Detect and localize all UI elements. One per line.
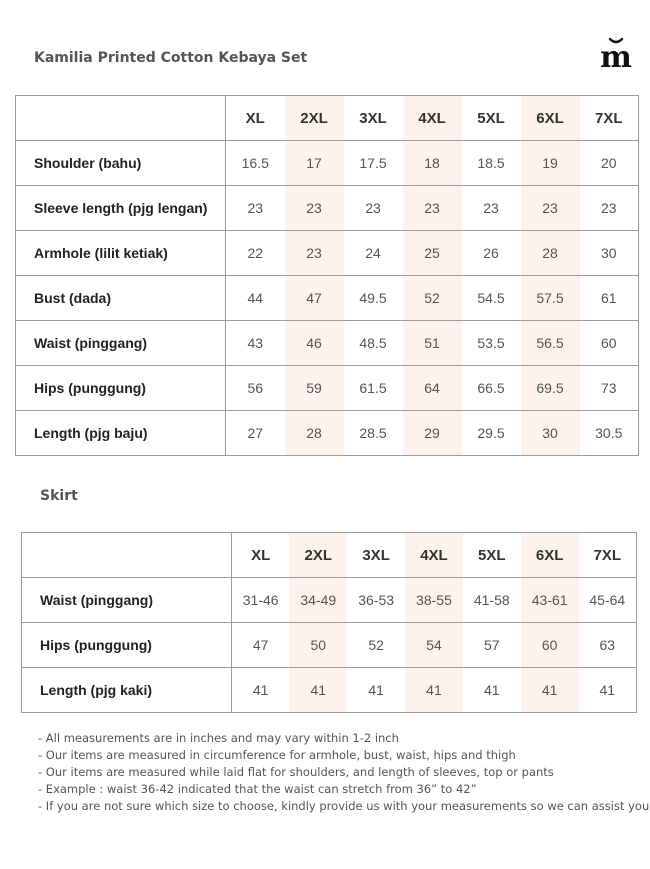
table-row <box>16 366 639 411</box>
measurement-cell: 30.5 <box>580 411 639 456</box>
skirt-size-table <box>21 532 637 713</box>
size-header-row <box>22 533 637 578</box>
measurement-cell: 23 <box>226 186 285 231</box>
row-label: Waist (pinggang) <box>16 321 226 366</box>
measurement-cell: 31-46 <box>232 578 290 623</box>
measurement-cell: 29 <box>403 411 462 456</box>
size-header-cell: 7XL <box>580 96 639 141</box>
table-row <box>22 668 637 713</box>
measurement-cell: 28.5 <box>344 411 403 456</box>
measurement-cell: 52 <box>403 276 462 321</box>
measurement-cell: 38-55 <box>405 578 463 623</box>
measurement-cell: 16.5 <box>226 141 285 186</box>
measurement-cell: 19 <box>521 141 580 186</box>
size-header-cell: 6XL <box>521 96 580 141</box>
size-header-cell: 2XL <box>285 96 344 141</box>
measurement-cell: 36-53 <box>347 578 405 623</box>
corner-cell <box>16 96 226 141</box>
size-header-cell: 3XL <box>344 96 403 141</box>
size-header-cell: 5XL <box>462 96 521 141</box>
table-row <box>16 276 639 321</box>
measurement-cell: 45-64 <box>579 578 637 623</box>
measurement-cell: 61.5 <box>344 366 403 411</box>
measurement-cell: 23 <box>462 186 521 231</box>
measurement-cell: 49.5 <box>344 276 403 321</box>
measurement-cell: 56 <box>226 366 285 411</box>
measurement-cell: 23 <box>285 231 344 276</box>
measurement-cell: 56.5 <box>521 321 580 366</box>
measurement-cell: 57 <box>463 623 521 668</box>
page-title: Kamilia Printed Cotton Kebaya Set <box>34 50 308 66</box>
measurement-cell: 27 <box>226 411 285 456</box>
row-label: Length (pjg baju) <box>16 411 226 456</box>
row-label: Waist (pinggang) <box>22 578 232 623</box>
row-label: Sleeve length (pjg lengan) <box>16 186 226 231</box>
measurement-cell: 54 <box>405 623 463 668</box>
measurement-cell: 64 <box>403 366 462 411</box>
note-line: - All measurements are in inches and may vary within 1-2 inch <box>38 731 399 745</box>
measurement-cell: 57.5 <box>521 276 580 321</box>
size-header-cell: 5XL <box>463 533 521 578</box>
measurement-cell: 41 <box>347 668 405 713</box>
row-label: Bust (dada) <box>16 276 226 321</box>
measurement-cell: 60 <box>580 321 639 366</box>
measurement-cell: 41-58 <box>463 578 521 623</box>
table-row <box>16 411 639 456</box>
measurement-cell: 61 <box>580 276 639 321</box>
measurement-cell: 48.5 <box>344 321 403 366</box>
size-header-cell: 6XL <box>521 533 579 578</box>
measurement-cell: 63 <box>579 623 637 668</box>
measurement-cell: 30 <box>580 231 639 276</box>
measurement-cell: 25 <box>403 231 462 276</box>
row-label: Shoulder (bahu) <box>16 141 226 186</box>
measurement-cell: 44 <box>226 276 285 321</box>
measurement-cell: 23 <box>344 186 403 231</box>
measurement-cell: 17 <box>285 141 344 186</box>
measurement-cell: 23 <box>580 186 639 231</box>
measurement-cell: 41 <box>521 668 579 713</box>
measurement-cell: 73 <box>580 366 639 411</box>
measurement-cell: 18 <box>403 141 462 186</box>
measurement-cell: 29.5 <box>462 411 521 456</box>
measurement-cell: 41 <box>405 668 463 713</box>
measurement-cell: 43 <box>226 321 285 366</box>
measurement-cell: 23 <box>403 186 462 231</box>
measurement-cell: 34-49 <box>289 578 347 623</box>
corner-cell <box>22 533 232 578</box>
size-header-cell: 3XL <box>347 533 405 578</box>
measurement-cell: 24 <box>344 231 403 276</box>
table-row <box>22 623 637 668</box>
row-label: Length (pjg kaki) <box>22 668 232 713</box>
measurement-cell: 23 <box>285 186 344 231</box>
measurement-cell: 59 <box>285 366 344 411</box>
measurement-cell: 50 <box>289 623 347 668</box>
measurement-cell: 23 <box>521 186 580 231</box>
size-header-cell: 7XL <box>579 533 637 578</box>
measurement-cell: 43-61 <box>521 578 579 623</box>
note-line: - Example : waist 36-42 indicated that the waist can stretch from 36” to 42” <box>38 782 477 796</box>
row-label: Hips (punggung) <box>22 623 232 668</box>
notes <box>38 730 649 815</box>
measurement-cell: 28 <box>521 231 580 276</box>
measurement-cell: 53.5 <box>462 321 521 366</box>
measurement-cell: 46 <box>285 321 344 366</box>
measurement-cell: 41 <box>579 668 637 713</box>
size-header-cell: 4XL <box>405 533 463 578</box>
measurement-cell: 26 <box>462 231 521 276</box>
measurement-cell: 54.5 <box>462 276 521 321</box>
note-line: - If you are not sure which size to choose, kindly provide us with your measurements so we can assist you <box>38 799 650 813</box>
measurement-cell: 47 <box>285 276 344 321</box>
size-header-row <box>16 96 639 141</box>
brand-logo <box>598 36 634 70</box>
size-header-cell: 4XL <box>403 96 462 141</box>
table-row <box>16 186 639 231</box>
skirt-section-label: Skirt <box>40 488 78 504</box>
measurement-cell: 47 <box>232 623 290 668</box>
table-row <box>22 578 637 623</box>
measurement-cell: 41 <box>289 668 347 713</box>
row-label: Hips (punggung) <box>16 366 226 411</box>
note-line: - Our items are measured while laid flat for shoulders, and length of sleeves, top or pants <box>38 765 554 779</box>
measurement-cell: 60 <box>521 623 579 668</box>
measurement-cell: 41 <box>463 668 521 713</box>
measurement-cell: 28 <box>285 411 344 456</box>
note-line: - Our items are measured in circumference for armhole, bust, waist, hips and thigh <box>38 748 516 762</box>
table-row <box>16 321 639 366</box>
size-header-cell: XL <box>226 96 285 141</box>
logo-letter: m <box>600 40 632 70</box>
measurement-cell: 51 <box>403 321 462 366</box>
measurement-cell: 66.5 <box>462 366 521 411</box>
measurement-cell: 20 <box>580 141 639 186</box>
measurement-cell: 52 <box>347 623 405 668</box>
size-header-cell: XL <box>232 533 290 578</box>
table-row <box>16 231 639 276</box>
top-size-table <box>15 95 639 456</box>
measurement-cell: 69.5 <box>521 366 580 411</box>
measurement-cell: 30 <box>521 411 580 456</box>
measurement-cell: 17.5 <box>344 141 403 186</box>
measurement-cell: 22 <box>226 231 285 276</box>
size-header-cell: 2XL <box>289 533 347 578</box>
measurement-cell: 18.5 <box>462 141 521 186</box>
table-row <box>16 141 639 186</box>
measurement-cell: 41 <box>232 668 290 713</box>
row-label: Armhole (lilit ketiak) <box>16 231 226 276</box>
